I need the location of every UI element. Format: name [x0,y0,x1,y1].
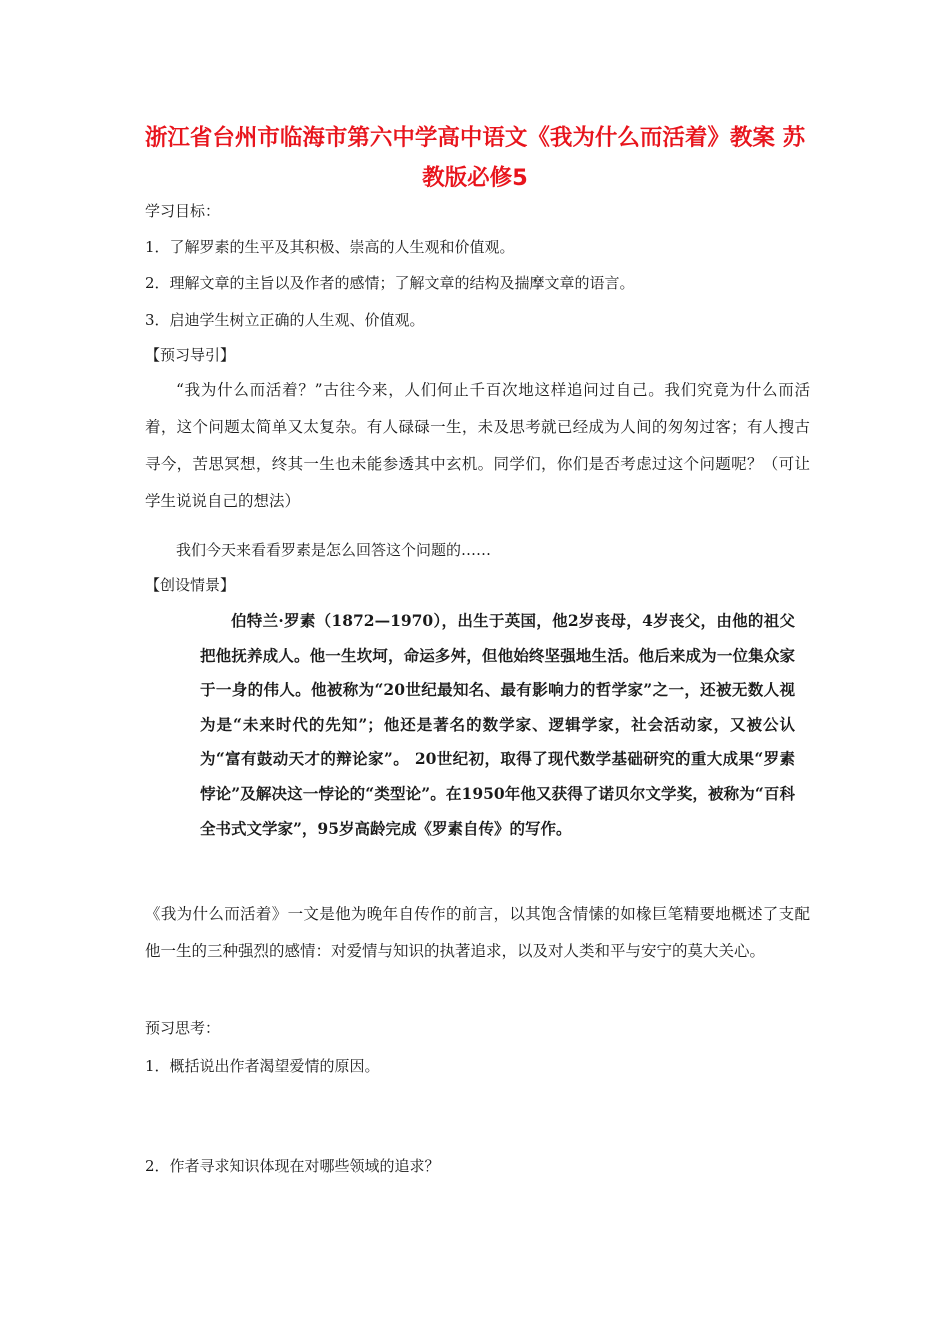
objectives-heading: 学习目标： [145,202,221,220]
objective-item-2: 2．理解文章的主旨以及作者的感情；了解文章的结构及揣摩文章的语言。 [145,274,635,292]
thinking-question-2: 2．作者寻求知识体现在对哪些领域的追求？ [145,1157,440,1175]
preview-guide-heading: 【预习导引】 [145,346,236,364]
preview-guide-paragraph: “我为什么而活着？”古往今来，人们何止千百次地这样追问过自己。我们究竟为什么而活着，这个问题太简单又太复杂。有人碌碌一生，未及思考就已经成为人间的匆匆过客；有人搜古寻今，苦思冥想，终其一生也未能参透其中玄机。同学们，你们是否考虑过这个问题呢？（可让学生说说自己的想法） [145,381,810,510]
page-title: 浙江省台州市临海市第六中学高中语文《我为什么而活着》教案 苏教版必修5 [144,125,806,191]
thinking-question-1: 1．概括说出作者渴望爱情的原因。 [145,1057,380,1075]
objective-item-1: 1．了解罗素的生平及其积极、崇高的人生观和价值观。 [145,238,515,256]
thinking-heading: 预习思考： [145,1019,221,1037]
objective-item-3: 3．启迪学生树立正确的人生观、价值观。 [145,311,425,329]
preview-guide-lead-in: 我们今天来看看罗素是怎么回答这个问题的…… [176,541,492,559]
russell-biography: 伯特兰·罗素（1872—1970），出生于英国，他2岁丧母，4岁丧父，由他的祖父把他抚养成人。他一生坎坷，命运多舛，但他始终坚强地生活。他后来成为一位集众家于一身的伟人。他被称为“20世纪最知名、最有影响力的哲学家”之一，还被无数人视为是“未来时代的先知”；他还是著名的数学家、逻辑学家，社会活动家，又被公认为“富有鼓动天才的辩论家”。 20世纪初，取得了现代数学基础研究的重大成果“罗素悖论”及解决这一悖论的“类型论”。在1950年他又获得了诺贝尔文学奖，被称为“百科全书式文学家”，95岁高龄完成《罗素自传》的写作。 [200,611,795,838]
scenario-heading: 【创设情景】 [145,576,236,594]
essay-introduction: 《我为什么而活着》一文是他为晚年自传作的前言，以其饱含情愫的如椽巨笔精要地概述了支配他一生的三种强烈的感情：对爱情与知识的执著追求，以及对人类和平与安宁的莫大关心。 [145,905,810,960]
